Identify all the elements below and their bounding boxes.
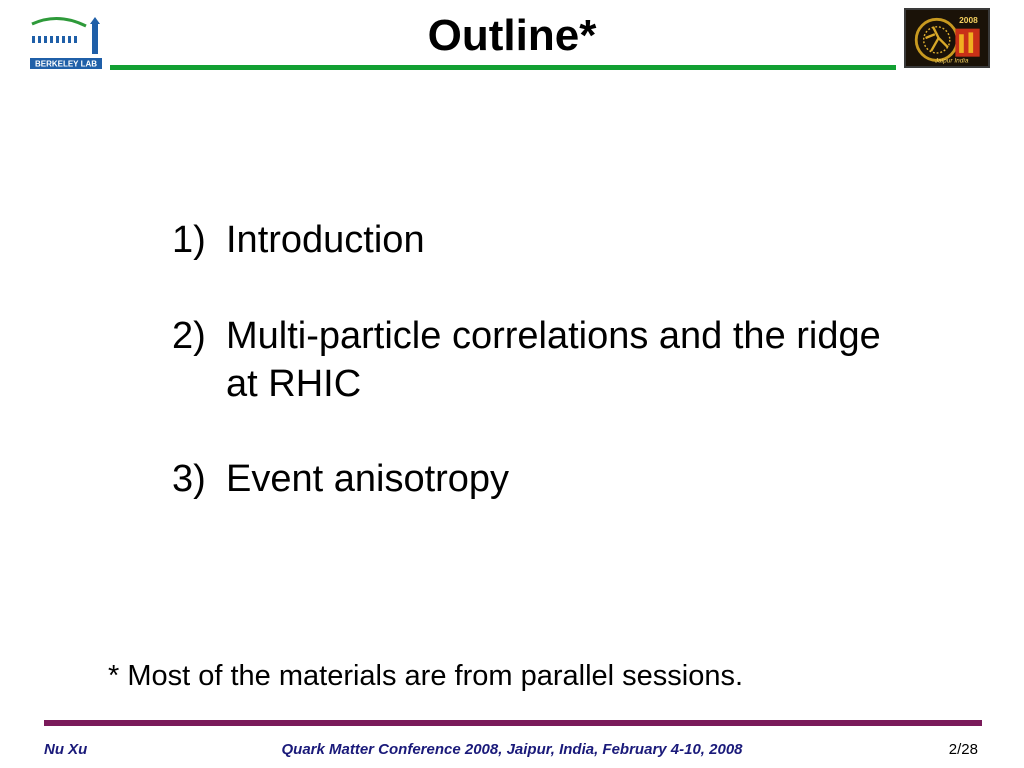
footer-author: Nu Xu <box>44 741 88 758</box>
footnote: * Most of the materials are from parallel sessions. <box>108 660 744 692</box>
outline-item-text: Multi-particle correlations and the ridge at RHIC <box>226 315 881 405</box>
outline-item-number: 3) <box>172 458 206 500</box>
outline-item-number: 2) <box>172 315 206 357</box>
outline-item <box>172 312 892 408</box>
page-number: 2/28 <box>948 741 978 758</box>
quark-matter-2008-logo-icon <box>904 8 990 68</box>
title-underline <box>110 65 896 70</box>
outline-item <box>172 455 892 503</box>
svg-text:2008: 2008 <box>959 15 978 26</box>
slide-title: Outline* <box>427 11 597 60</box>
outline-item-number: 1) <box>172 219 206 261</box>
outline-list <box>172 216 892 503</box>
svg-text:BERKELEY LAB: BERKELEY LAB <box>34 59 98 69</box>
outline-item-text: Event anisotropy <box>226 458 510 500</box>
footer-event: Quark Matter Conference 2008, Jaipur, India, February 4-10, 2008 <box>281 741 743 758</box>
svg-text:Jaipur India: Jaipur India <box>934 57 969 65</box>
outline-item-text: Introduction <box>226 219 425 261</box>
footer-divider <box>44 720 982 726</box>
outline-item <box>172 216 892 264</box>
